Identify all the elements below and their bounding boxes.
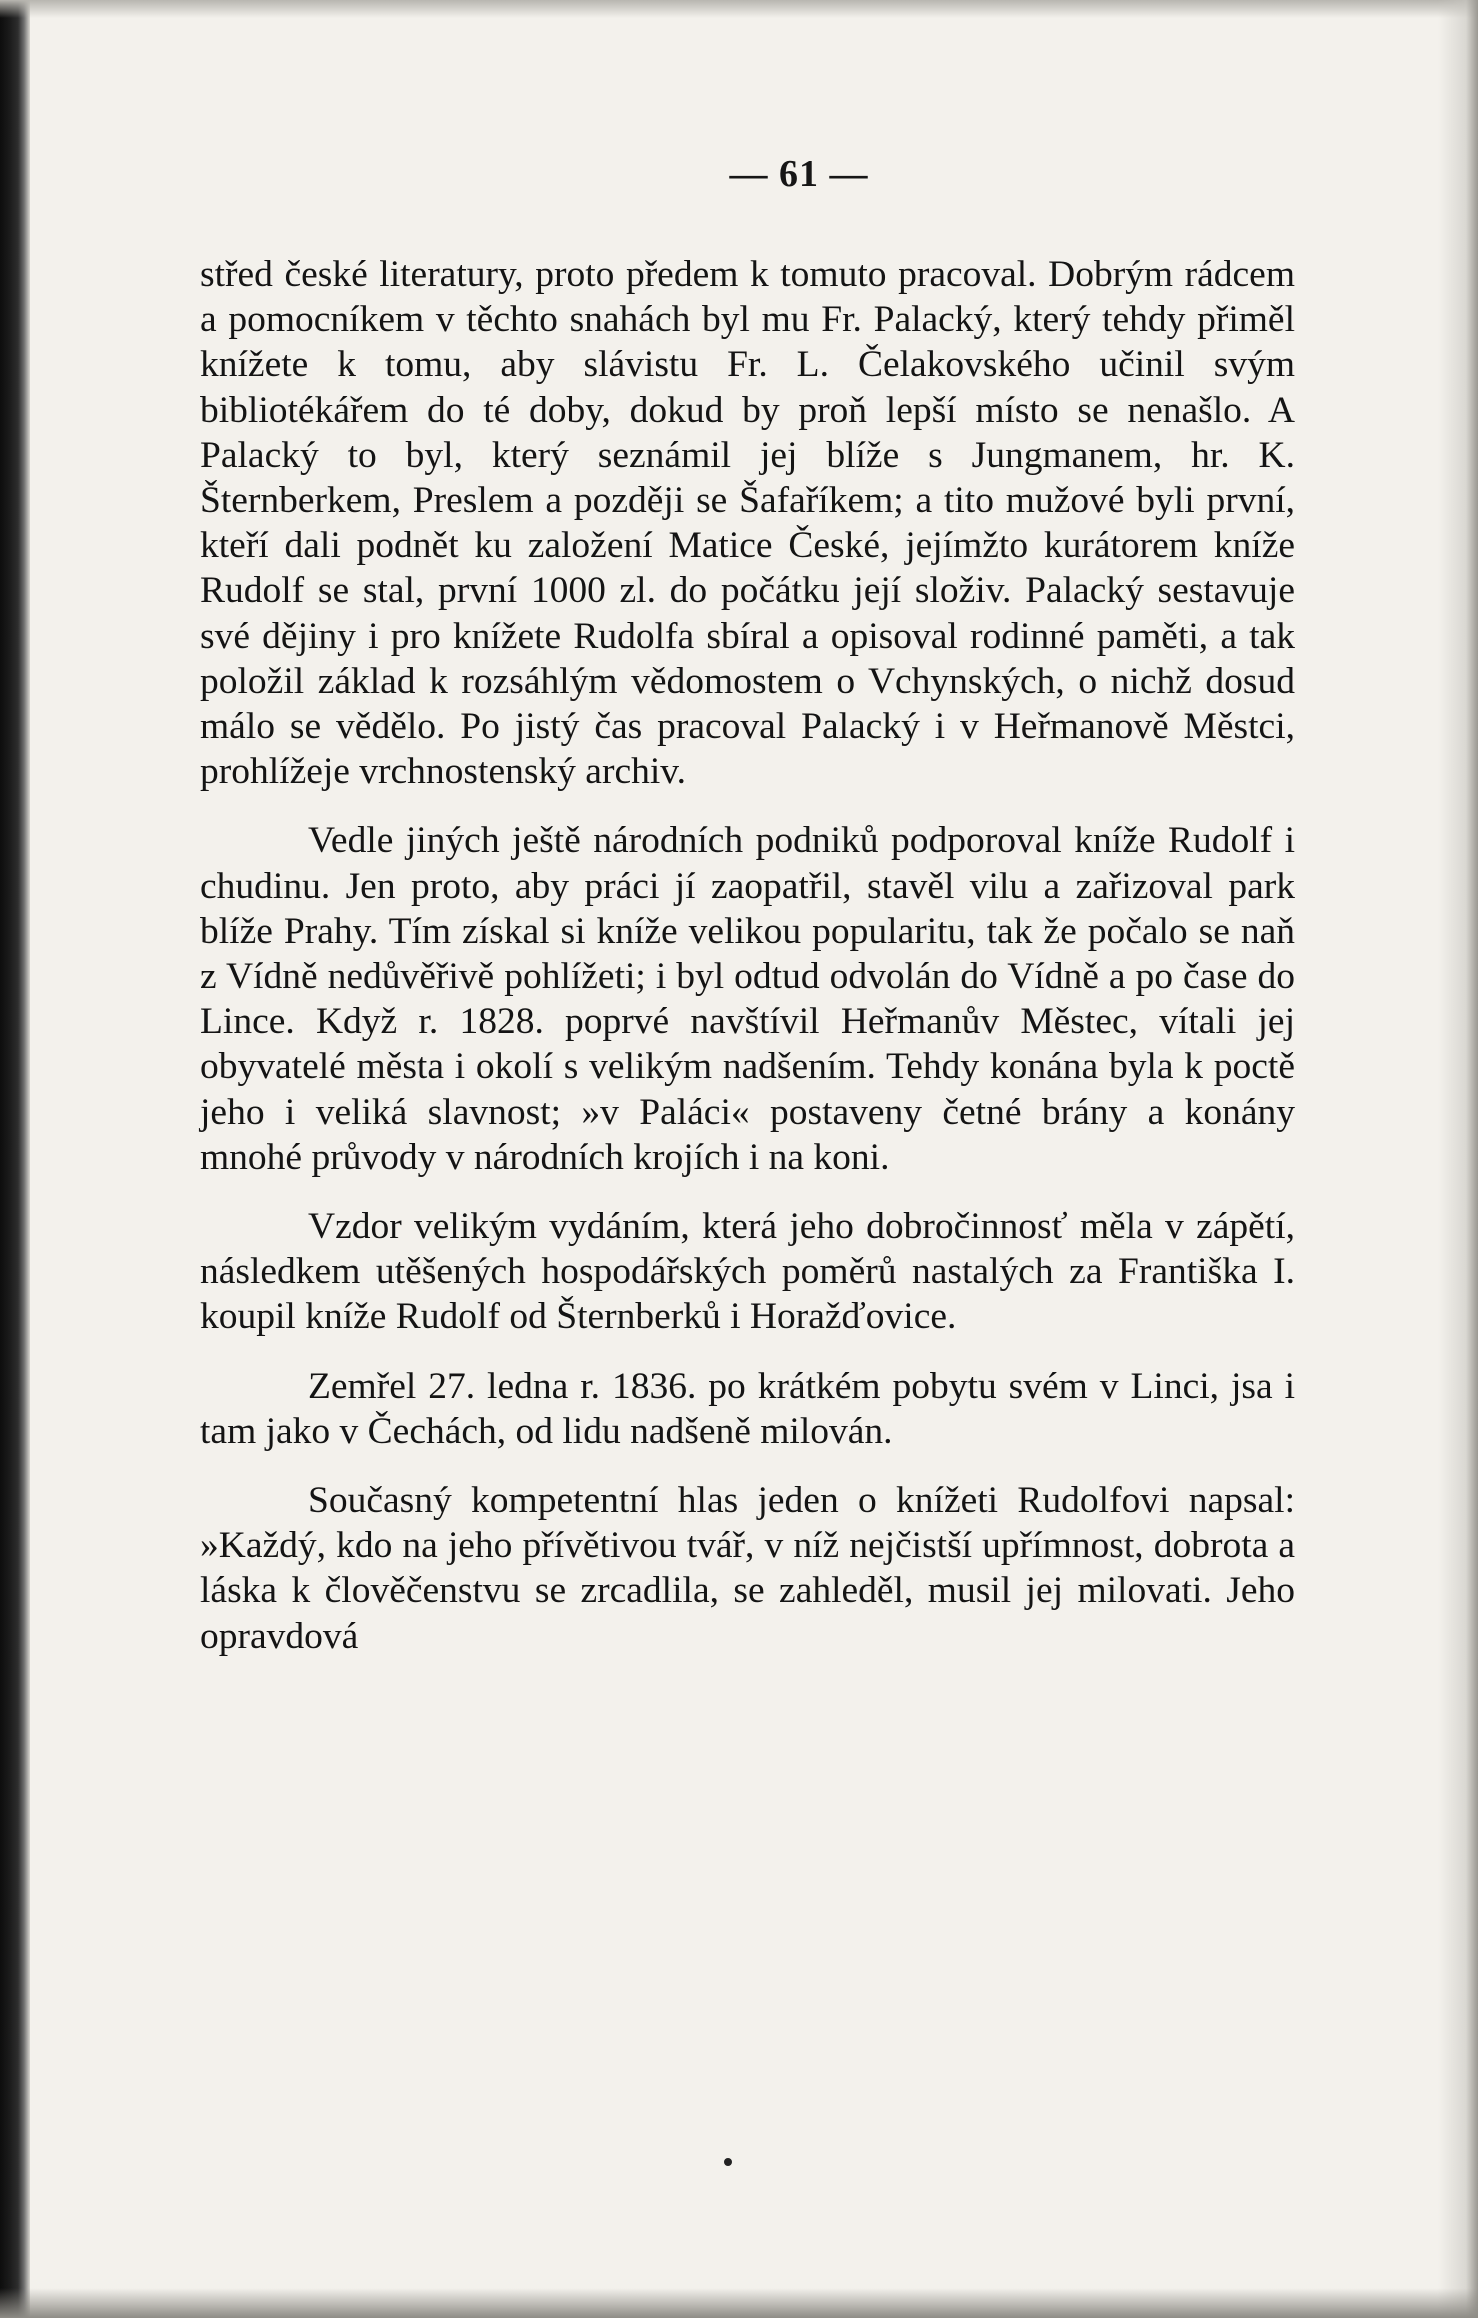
- paragraph-charity: Vedle jiných ještě národních podniků podporoval kníže Rudolf i chudinu. Jen proto, aby práci jí zaopatřil, stavěl vilu a zařizoval park blíže Prahy. Tím získal si kníže velikou popularitu, tak že počalo se naň z Vídně nedůvěřivě pohlížeti; i byl odtud odvolán do Vídně a po čase do Lince. Když r. 1828. poprvé navštívil Heřmanův Městec, vítali jej obyvatelé města i okolí s velikým nadšením. Tehdy konána byla k poctě jeho i veliká slavnost; »v Paláci« postaveny četné brány a konány mnohé průvody v národních krojích i na koni.: [200, 820, 1295, 1178]
- ink-speck: [724, 2158, 732, 2166]
- paragraph-purchase: Vzdor velikým vydáním, která jeho dobročinnosť měla v zápětí, následkem utěšených hospodářských poměrů nastalých za Františka I. koupil kníže Rudolf od Šternberků i Horažďovice.: [200, 1206, 1295, 1338]
- page-number: — 61 —: [729, 153, 869, 195]
- top-page-shadow: [0, 0, 1478, 18]
- paragraph-testimony: Současný kompetentní hlas jeden o knížeti Rudolfovi napsal: »Každý, kdo na jeho přívětivou tvář, v níž nejčistší upřímnost, dobrota a láska k člověčenstvu se zrcadlila, se zahleděl, musil jej milovati. Jeho opravdová: [200, 1480, 1295, 1657]
- paragraph-continuation: střed české literatury, proto předem k tomuto pracoval. Dobrým rádcem a pomocníkem v těchto snahách byl mu Fr. Palacký, který tehdy přiměl knížete k tomu, aby slávistu Fr. L. Čelakovského učinil svým bibliotékářem do té doby, dokud by proň lepší místo se nenašlo. A Palacký to byl, který seznámil jej blíže s Jungmanem, hr. K. Šternberkem, Preslem a později se Šafaříkem; a tito mužové byli první, kteří dali podnět ku založení Matice České, jejímžto kurátorem kníže Rudolf se stal, první 1000 zl. do počátku její složiv. Palacký sestavuje své dějiny i pro knížete Rudolfa sbíral a opisoval rodinné paměti, a tak položil základ k rozsáhlým vědomostem o Vchynských, o nichž dosud málo se vědělo. Po jistý čas pracoval Palacký i v Heřmanově Městci, prohlížeje vrchnostenský archiv.: [200, 254, 1295, 793]
- paragraph-death: Zemřel 27. ledna r. 1836. po krátkém pobytu svém v Linci, jsa i tam jako v Čechách, od lidu nadšeně milován.: [200, 1365, 1295, 1452]
- bottom-page-shadow: [0, 2288, 1478, 2318]
- right-page-shadow: [1438, 0, 1478, 2318]
- body-text: [200, 252, 1295, 1659]
- book-binding-edge: [0, 0, 30, 2318]
